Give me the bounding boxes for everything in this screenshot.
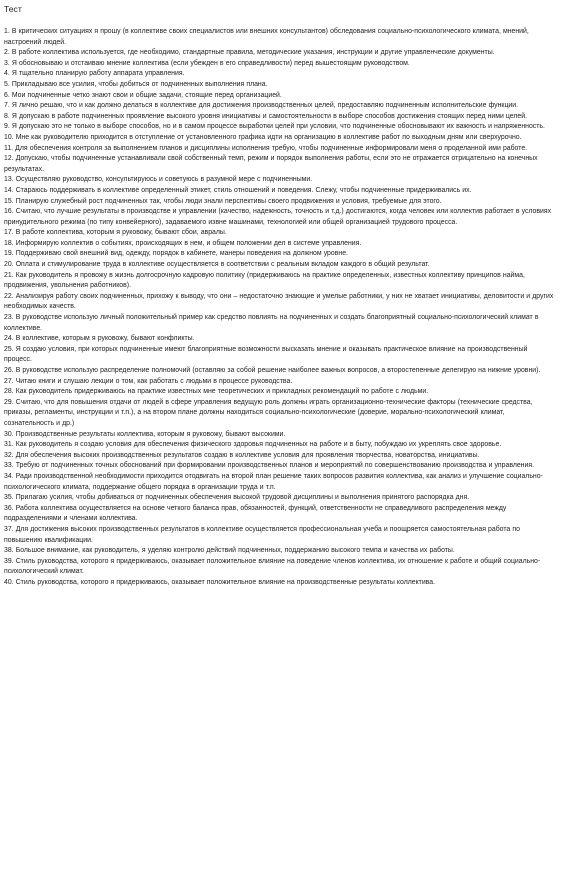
question-item: 40. Стиль руководства, которого я придерживаюсь, оказывает положительное влияние на производственные результаты коллектива. <box>4 578 436 586</box>
question-item: 38. Большое внимание, как руководитель, я уделяю контролю действий подчиненных, поддержанию высокого темпа и качества их работы. <box>4 547 455 555</box>
question-item: 17. В работе коллектива, которым я руковожу, бывают сбои, авралы. <box>4 229 227 237</box>
question-item: 33. Требую от подчиненных точных обоснований при формировании производственных планов и мероприятий по совершенствованию производства и управления. <box>4 462 534 470</box>
question-item: 19. Поддерживаю свой внешний вид, одежду, порядок в кабинете, манеры поведения на должном уровне. <box>4 250 348 258</box>
question-item: 22. Анализируя работу своих подчиненных, прихожу к выводу, что они – недостаточно знающие и умелые работники, у них не хватает инициативы, деловитости и других необходимых качеств. <box>4 292 554 311</box>
question-item: 39. Стиль руководства, которого я придерживаюсь, оказывает положительное влияние на поведение членов коллектива, их отношение к работе и общий социально-психологический климат. <box>4 557 541 576</box>
question-item: 30. Производственные результаты коллектива, которым я руковожу, бывают высокими. <box>4 430 286 438</box>
question-item: 15. Планирую служебный рост подчиненных так, чтобы люди знали перспективы своего продвижения и условия, требуемые для этого. <box>4 197 442 205</box>
question-item: 31. Как руководитель я создаю условия для обеспечения физического здоровья подчиненных на работе и в быту, побуждаю их укреплять свое здоровье. <box>4 441 502 449</box>
question-item: 9. Я допускаю это не только в выборе способов, но и в самом процессе выработки целей при условии, что подчиненные обосновывают их важность и напряженность. <box>4 123 545 131</box>
question-item: 8. Я допускаю в работе подчиненных проявление высокого уровня инициативы и самостоятельности в выборе способов достижения стоящих перед ними целей. <box>4 112 528 120</box>
question-item: 24. В коллективе, которым я руковожу, бывают конфликты. <box>4 335 195 343</box>
question-item: 23. В руководстве использую личный положительный пример как средство повлиять на подчиненных и создать благоприятный социально-психологический климат в коллективе. <box>4 314 539 332</box>
question-item: 34. Ради производственной необходимости приходится отодвигать на второй план решение таких вопросов развития коллектива, как анализ и улучшение социально-психологического климата, поддержание общего порядка в организации труда и т.п. <box>4 472 543 491</box>
question-item: 3. Я обосновываю и отстаиваю мнение коллектива (если убежден в его справедливости) перед вышестоящим руководством. <box>4 59 410 67</box>
question-item: 7. Я лично решаю, что и как должно делаться в коллективе для достижения производственных целей, предоставляю подчиненным исполнительские функции. <box>4 102 519 110</box>
question-item: 28. Как руководитель придерживаюсь на практике известных мне теоретических и прикладных рекомендаций по работе с людьми. <box>4 388 429 396</box>
question-item: 25. Я создаю условия, при которых подчиненные имеют благоприятные возможности высказать мнение и оказывать практическое влияние на производственный процесс. <box>4 345 528 364</box>
question-item: 6. Мои подчиненные четко знают свои и общие задачи, стоящие перед организацией. <box>4 91 282 99</box>
question-item: 26. В руководстве использую распределение полномочий (оставляю за собой решение наиболее важных вопросов, а второстепенные делегирую на нижние уровни). <box>4 367 541 374</box>
question-item: 37. Для достижения высоких производственных результатов в коллективе осуществляется профессиональная учеба и поощряется самостоятельная работа по повышению квалификации. <box>4 525 520 544</box>
document-title: Тест <box>4 4 22 14</box>
question-item: 21. Как руководитель я провожу в жизнь долгосрочную кадровую политику (придерживаюсь на практике определенных, известных коллективу принципов найма, продвижения, увольнения работников). <box>4 271 525 290</box>
question-item: 5. Прикладываю все усилия, чтобы добиться от подчиненных выполнения плана. <box>4 80 268 88</box>
question-item: 27. Читаю книги и слушаю лекции о том, как работать с людьми в процессе руководства. <box>4 377 293 385</box>
question-item: 18. Информирую коллектив о событиях, происходящих в нем, и общем положении дел в системе управления. <box>4 239 362 247</box>
question-item: 16. Считаю, что лучшие результаты в производстве и управлении (качество, надежность, точность и т.д.) достигаются, когда человек или коллектив работает в условиях принудительного режима (по типу конвейерного), задаваемого извне машинами, технологией или общей организацией трудового процесса. <box>4 208 552 226</box>
question-item: 20. Оплата и стимулирование труда в коллективе осуществляется в соответствии с реальным вкладом каждого в общий результат. <box>4 261 430 269</box>
question-item: 10. Мне как руководителю приходится в отступление от установленного графика идти на организацию в коллективе работ по выходным дням или сверхурочно. <box>4 133 522 141</box>
question-item: 13. Осуществляю руководство, консультируюсь и советуюсь в разумной мере с подчиненными. <box>4 176 313 184</box>
question-item: 36. Работа коллектива осуществляется на основе четкого баланса прав, обязанностей, функций, ответственности не справедливого распределения между подразделениями и членами коллектива. <box>4 504 507 523</box>
question-item: 11. Для обеспечения контроля за выполнением планов и дисциплины исполнения требую, чтобы подчиненные информировали меня о проделанной ими работе. <box>4 144 528 152</box>
question-list <box>4 27 556 588</box>
question-item: 1. В критических ситуациях я прошу (в коллективе своих специалистов или внешних консультантов) обследования социально-психологического климата, мнений, настроений людей. <box>4 28 529 46</box>
question-item: 32. Для обеспечения высоких производственных результатов создаю в коллективе условия для проявления творчества, новаторства, инициативы. <box>4 451 480 459</box>
question-item: 4. Я тщательно планирую работу аппарата управления. <box>4 70 185 78</box>
question-item: 2. В работе коллектива используется, где необходимо, стандартные правила, методические указания, инструкции и другие управленческие документы. <box>4 49 495 57</box>
question-item: 14. Стараюсь поддерживать в коллективе определенный этикет, стиль отношений и поведения. Слежу, чтобы подчиненные придерживались их. <box>4 186 472 194</box>
question-item: 29. Считаю, что для повышения отдачи от людей в сфере управления ведущую роль должны играть организационно-технические факторы (технические средства, приказы, регламенты, инструкции и т.п.), а на втором плане должны находиться социально-психологические (доверие, морально-психологический климат, сознательность и др.) <box>4 398 533 427</box>
question-item: 12. Допускаю, чтобы подчиненные устанавливали свой собственный темп, режим и порядок выполнения работы, если это не отражается отрицательно на конечных результатах. <box>4 155 538 173</box>
question-item: 35. Прилагаю усилия, чтобы добиваться от подчиненных обеспечения высокой трудовой дисциплины и выполнения принятого распорядка дня. <box>4 494 470 502</box>
